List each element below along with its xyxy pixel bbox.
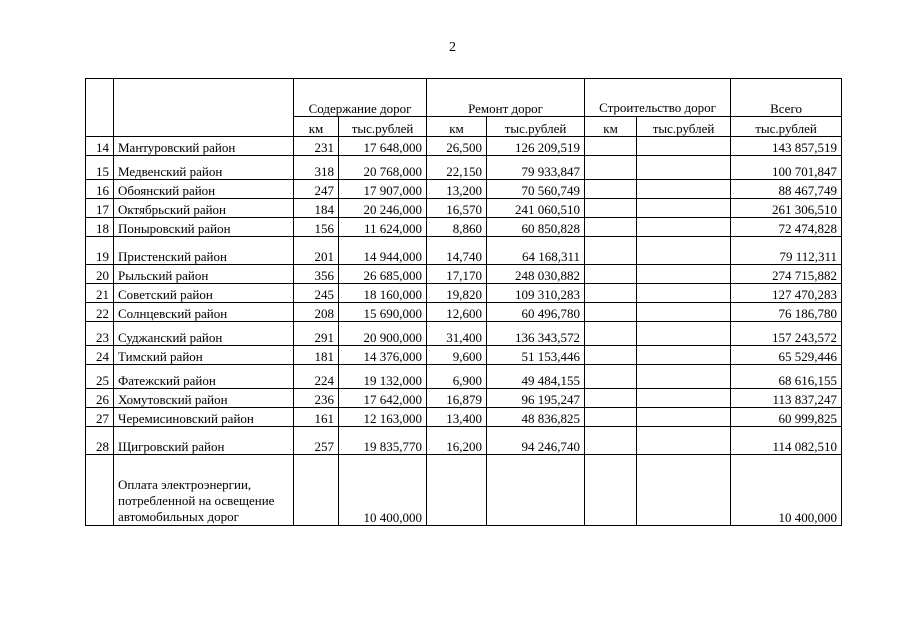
maintenance-km: 291	[294, 322, 339, 346]
maintenance-rub: 17 642,000	[339, 389, 427, 408]
maintenance-rub: 20 246,000	[339, 199, 427, 218]
maintenance-km: 356	[294, 265, 339, 284]
construction-rub	[637, 218, 731, 237]
repair-km: 16,879	[427, 389, 487, 408]
row-number: 19	[86, 237, 114, 265]
maintenance-km: 156	[294, 218, 339, 237]
header-row-groups	[86, 79, 842, 117]
construction-km	[585, 199, 637, 218]
construction-rub	[637, 237, 731, 265]
total-rub: 100 701,847	[731, 156, 842, 180]
district-name: Фатежский район	[114, 365, 294, 389]
table-row	[86, 265, 842, 284]
row-number: 24	[86, 346, 114, 365]
repair-km: 31,400	[427, 322, 487, 346]
maintenance-rub: 18 160,000	[339, 284, 427, 303]
maintenance-rub: 11 624,000	[339, 218, 427, 237]
total-rub: 261 306,510	[731, 199, 842, 218]
repair-rub: 109 310,283	[487, 284, 585, 303]
repair-rub: 48 836,825	[487, 408, 585, 427]
total-rub: 127 470,283	[731, 284, 842, 303]
maintenance-km: 318	[294, 156, 339, 180]
construction-km	[585, 284, 637, 303]
total-rub: 65 529,446	[731, 346, 842, 365]
repair-rub	[487, 455, 585, 526]
construction-km	[585, 137, 637, 156]
total-rub: 72 474,828	[731, 218, 842, 237]
repair-km: 13,400	[427, 408, 487, 427]
maintenance-km	[294, 455, 339, 526]
row-number: 20	[86, 265, 114, 284]
construction-km	[585, 427, 637, 455]
repair-rub: 64 168,311	[487, 237, 585, 265]
electricity-label: Оплата электроэнергии, потребленной на освещение автомобильных дорог	[114, 455, 294, 526]
table-row	[86, 303, 842, 322]
electricity-row	[86, 455, 842, 526]
total-rub: 10 400,000	[731, 455, 842, 526]
header-number-cell	[86, 79, 114, 137]
repair-rub: 248 030,882	[487, 265, 585, 284]
construction-km	[585, 218, 637, 237]
maintenance-km: 236	[294, 389, 339, 408]
construction-km	[585, 346, 637, 365]
table-row	[86, 322, 842, 346]
construction-km	[585, 303, 637, 322]
construction-rub	[637, 346, 731, 365]
page-number: 2	[449, 40, 456, 55]
construction-rub	[637, 284, 731, 303]
row-number: 22	[86, 303, 114, 322]
construction-rub	[637, 156, 731, 180]
maintenance-rub: 15 690,000	[339, 303, 427, 322]
table-row	[86, 137, 842, 156]
table-row	[86, 389, 842, 408]
construction-rub	[637, 408, 731, 427]
construction-rub	[637, 427, 731, 455]
maintenance-rub: 19 132,000	[339, 365, 427, 389]
construction-km	[585, 389, 637, 408]
construction-km	[585, 322, 637, 346]
maintenance-km: 208	[294, 303, 339, 322]
header-construction-rub: тыс.рублей	[637, 117, 731, 137]
repair-km: 17,170	[427, 265, 487, 284]
row-number: 28	[86, 427, 114, 455]
repair-km: 16,570	[427, 199, 487, 218]
total-rub: 274 715,882	[731, 265, 842, 284]
maintenance-km: 161	[294, 408, 339, 427]
table-row	[86, 218, 842, 237]
maintenance-rub: 19 835,770	[339, 427, 427, 455]
construction-rub	[637, 303, 731, 322]
maintenance-km: 245	[294, 284, 339, 303]
maintenance-rub: 14 944,000	[339, 237, 427, 265]
construction-km	[585, 365, 637, 389]
header-construction: Строительство дорог	[585, 79, 731, 117]
table-row	[86, 365, 842, 389]
repair-km	[427, 455, 487, 526]
repair-km: 26,500	[427, 137, 487, 156]
repair-rub: 241 060,510	[487, 199, 585, 218]
table-row	[86, 156, 842, 180]
repair-km: 6,900	[427, 365, 487, 389]
total-rub: 114 082,510	[731, 427, 842, 455]
repair-km: 9,600	[427, 346, 487, 365]
maintenance-rub: 14 376,000	[339, 346, 427, 365]
construction-rub	[637, 389, 731, 408]
district-name: Советский район	[114, 284, 294, 303]
maintenance-km: 257	[294, 427, 339, 455]
repair-km: 12,600	[427, 303, 487, 322]
maintenance-rub: 20 900,000	[339, 322, 427, 346]
district-name: Солнцевский район	[114, 303, 294, 322]
district-name: Обоянский район	[114, 180, 294, 199]
repair-km: 14,740	[427, 237, 487, 265]
construction-rub	[637, 322, 731, 346]
total-rub: 68 616,155	[731, 365, 842, 389]
header-maintenance-km: км	[294, 117, 339, 137]
maintenance-rub: 10 400,000	[339, 455, 427, 526]
row-number: 14	[86, 137, 114, 156]
total-rub: 76 186,780	[731, 303, 842, 322]
header-construction-km: км	[585, 117, 637, 137]
repair-rub: 51 153,446	[487, 346, 585, 365]
maintenance-km: 224	[294, 365, 339, 389]
header-maintenance: Содержание дорог	[294, 79, 427, 117]
row-number: 23	[86, 322, 114, 346]
district-name: Суджанский район	[114, 322, 294, 346]
total-rub: 88 467,749	[731, 180, 842, 199]
road-funding-table	[85, 78, 842, 526]
header-repair-km: км	[427, 117, 487, 137]
total-rub: 143 857,519	[731, 137, 842, 156]
maintenance-rub: 17 907,000	[339, 180, 427, 199]
header-repair-rub: тыс.рублей	[487, 117, 585, 137]
row-number: 16	[86, 180, 114, 199]
table-row	[86, 199, 842, 218]
district-name: Медвенский район	[114, 156, 294, 180]
row-number	[86, 455, 114, 526]
repair-rub: 79 933,847	[487, 156, 585, 180]
table-row	[86, 237, 842, 265]
construction-rub	[637, 365, 731, 389]
repair-rub: 136 343,572	[487, 322, 585, 346]
row-number: 27	[86, 408, 114, 427]
district-name: Черемисиновский район	[114, 408, 294, 427]
repair-rub: 94 246,740	[487, 427, 585, 455]
row-number: 25	[86, 365, 114, 389]
table-row	[86, 180, 842, 199]
header-name-cell	[114, 79, 294, 137]
table-row	[86, 284, 842, 303]
maintenance-rub: 26 685,000	[339, 265, 427, 284]
repair-km: 8,860	[427, 218, 487, 237]
table-row	[86, 408, 842, 427]
total-rub: 113 837,247	[731, 389, 842, 408]
row-number: 15	[86, 156, 114, 180]
district-name: Поныровский район	[114, 218, 294, 237]
maintenance-km: 201	[294, 237, 339, 265]
repair-rub: 96 195,247	[487, 389, 585, 408]
total-rub: 60 999,825	[731, 408, 842, 427]
row-number: 17	[86, 199, 114, 218]
construction-rub	[637, 265, 731, 284]
district-name: Пристенский район	[114, 237, 294, 265]
construction-rub	[637, 137, 731, 156]
construction-km	[585, 156, 637, 180]
repair-rub: 49 484,155	[487, 365, 585, 389]
row-number: 26	[86, 389, 114, 408]
maintenance-rub: 17 648,000	[339, 137, 427, 156]
header-total: Всего	[731, 79, 842, 117]
repair-rub: 70 560,749	[487, 180, 585, 199]
repair-km: 22,150	[427, 156, 487, 180]
construction-rub	[637, 180, 731, 199]
district-name: Октябрьский район	[114, 199, 294, 218]
header-total-rub: тыс.рублей	[731, 117, 842, 137]
district-name: Рыльский район	[114, 265, 294, 284]
repair-km: 13,200	[427, 180, 487, 199]
header-repair: Ремонт дорог	[427, 79, 585, 117]
header-maintenance-rub: тыс.рублей	[339, 117, 427, 137]
construction-km	[585, 237, 637, 265]
table-row	[86, 427, 842, 455]
maintenance-km: 247	[294, 180, 339, 199]
district-name: Хомутовский район	[114, 389, 294, 408]
repair-rub: 126 209,519	[487, 137, 585, 156]
row-number: 18	[86, 218, 114, 237]
construction-rub	[637, 199, 731, 218]
district-name: Щигровский район	[114, 427, 294, 455]
repair-km: 16,200	[427, 427, 487, 455]
maintenance-rub: 20 768,000	[339, 156, 427, 180]
table-row	[86, 346, 842, 365]
construction-km	[585, 408, 637, 427]
total-rub: 157 243,572	[731, 322, 842, 346]
repair-rub: 60 496,780	[487, 303, 585, 322]
maintenance-km: 181	[294, 346, 339, 365]
construction-km	[585, 265, 637, 284]
construction-km	[585, 180, 637, 199]
repair-km: 19,820	[427, 284, 487, 303]
district-name: Мантуровский район	[114, 137, 294, 156]
maintenance-rub: 12 163,000	[339, 408, 427, 427]
construction-km	[585, 455, 637, 526]
row-number: 21	[86, 284, 114, 303]
maintenance-km: 184	[294, 199, 339, 218]
maintenance-km: 231	[294, 137, 339, 156]
repair-rub: 60 850,828	[487, 218, 585, 237]
construction-rub	[637, 455, 731, 526]
total-rub: 79 112,311	[731, 237, 842, 265]
district-name: Тимский район	[114, 346, 294, 365]
